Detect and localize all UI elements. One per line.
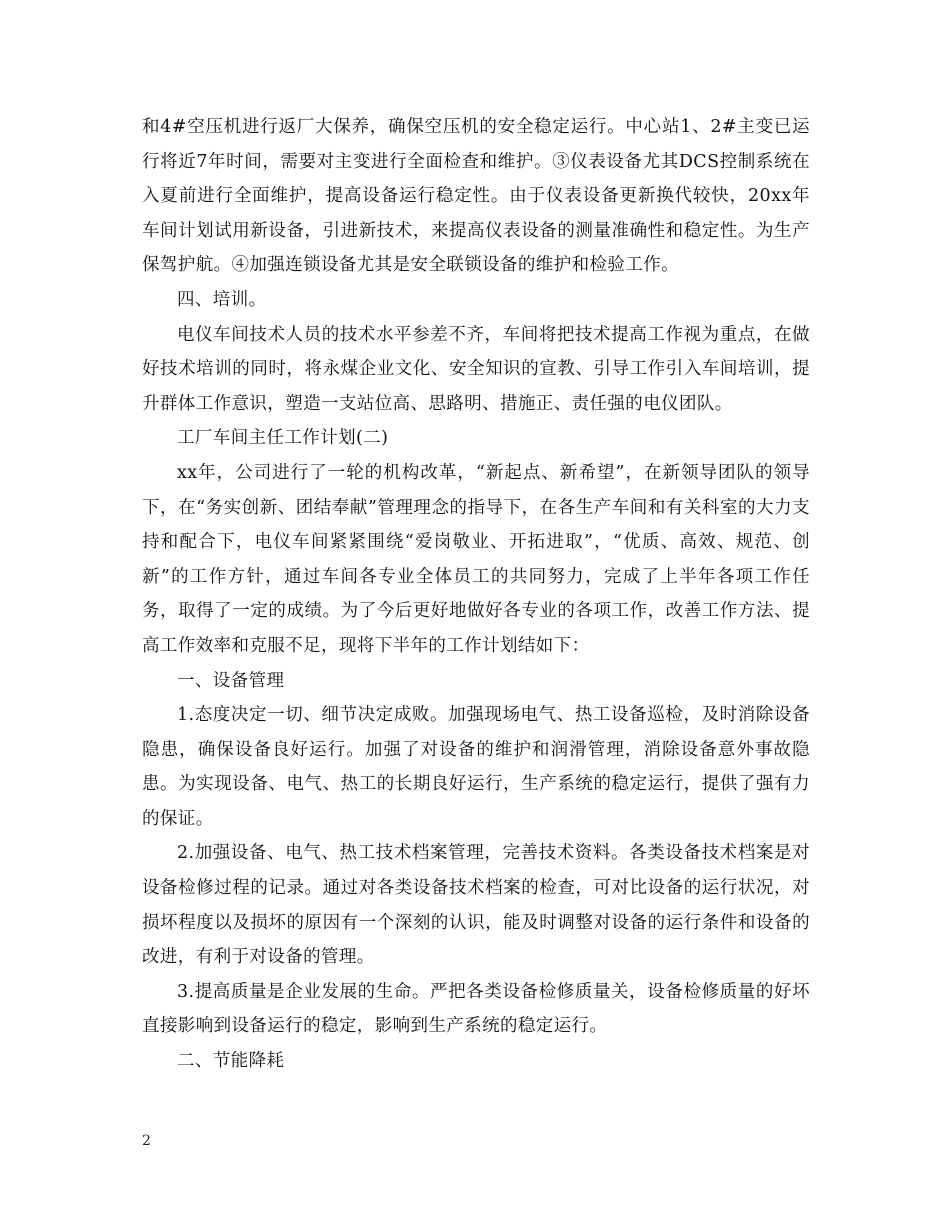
paragraph-item-3: 3.提高质量是企业发展的生命。严把各类设备检修质量关，设备检修质量的好坏直接影响到设备运行的稳定，影响到生产系统的稳定运行。: [142, 981, 810, 1037]
paragraph-item-1: 1.态度决定一切、细节决定成败。加强现场电气、热工设备巡检，及时消除设备隐患，确保设备良好运行。加强了对设备的维护和润滑管理，消除设备意外事故隐患。为实现设备、电气、热工的长期良好运行，生产系统的稳定运行，提供了强有力的保证。: [142, 705, 810, 829]
paragraph-training: 电仪车间技术人员的技术水平参差不齐，车间将把技术提高工作视为重点，在做好技术培训的同时，将永煤企业文化、安全知识的宣教、引导工作引入车间培训，提升群体工作意识，塑造一支站位高、思路明、措施正、责任强的电仪团队。: [142, 324, 810, 414]
paragraph-intro: xx年，公司进行了一轮的机构改革，“新起点、新希望”，在新领导团队的领导下，在“务实创新、团结奉献”管理理念的指导下，在各生产车间和有关科室的大力支持和配合下，电仪车间紧紧围绕“爱岗敬业、开拓进取”，“优质、高效、规范、创新”的工作方针，通过车间各专业全体员工的共同努力，完成了上半年各项工作任务，取得了一定的成绩。为了今后更好地做好各专业的各项工作，改善工作方法、提高工作效率和克服不足，现将下半年的工作计划结如下：: [142, 462, 810, 656]
section-heading-equipment: 一、设备管理: [177, 670, 285, 691]
document-subtitle: 工厂车间主任工作计划(二): [177, 428, 389, 449]
paragraph-continuation: 和4#空压机进行返厂大保养，确保空压机的安全稳定运行。中心站1、2#主变已运行将近7年时间，需要对主变进行全面检查和维护。③仪表设备尤其DCS控制系统在入夏前进行全面维护，提高设备运行稳定性。由于仪表设备更新换代较快，20xx年车间计划试用新设备，引进新技术，来提高仪表设备的测量准确性和稳定性。为生产保驾护航。④加强连锁设备尤其是安全联锁设备的维护和检验工作。: [142, 117, 810, 276]
section-heading-energy: 二、节能降耗: [177, 1051, 285, 1072]
document-body: [142, 110, 810, 1079]
page-number: 2: [142, 1133, 151, 1149]
section-heading-training: 四、培训。: [177, 289, 267, 310]
paragraph-item-2: 2.加强设备、电气、热工技术档案管理，完善技术资料。各类设备技术档案是对设备检修过程的记录。通过对各类设备技术档案的检查，可对比设备的运行状况，对损坏程度以及损坏的原因有一个深刻的认识，能及时调整对设备的运行条件和设备的改进，有利于对设备的管理。: [142, 843, 810, 968]
